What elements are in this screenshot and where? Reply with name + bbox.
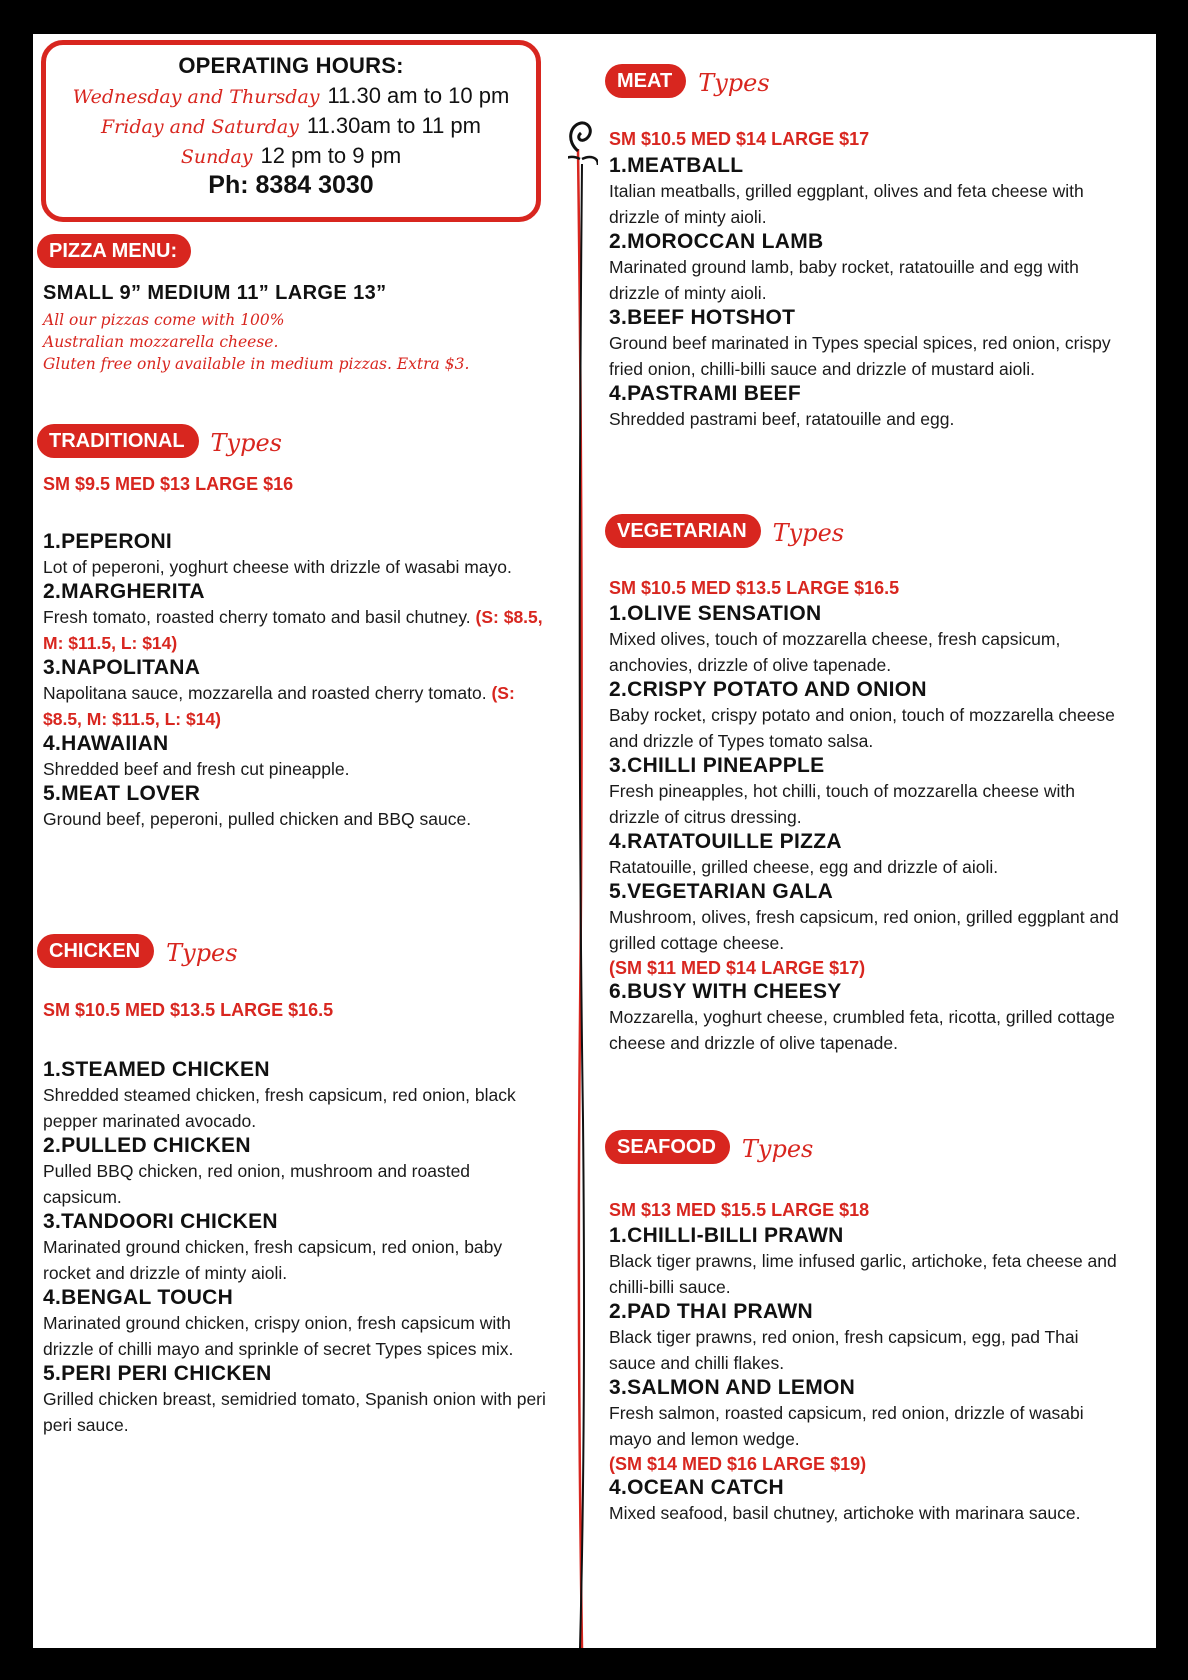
item-alt-price: (S: $8.5, M: $11.5, L: $14) bbox=[43, 683, 515, 729]
item-desc-text: Napolitana sauce, mozzarella and roasted cherry tomato. bbox=[43, 683, 492, 703]
menu-item bbox=[43, 1210, 548, 1286]
item-title: 4.RATATOUILLE PIZZA bbox=[609, 830, 842, 853]
item-desc: Mixed seafood, basil chutney, artichoke with marinara sauce. bbox=[609, 1503, 1081, 1523]
item-title: 3.SALMON AND LEMON bbox=[609, 1376, 856, 1399]
pizza-note: All our pizzas come with 100% bbox=[43, 311, 285, 329]
item-desc: Fresh pineapples, hot chilli, touch of mozzarella cheese with drizzle of citrus dressing. bbox=[609, 781, 1075, 827]
pizza-info bbox=[43, 282, 563, 375]
traditional-price: SM $9.5 MED $13 LARGE $16 bbox=[43, 474, 294, 494]
menu-item bbox=[609, 154, 1124, 230]
menu-item bbox=[43, 1058, 548, 1134]
menu-item bbox=[609, 230, 1124, 306]
vegetarian-price: SM $10.5 MED $13.5 LARGE $16.5 bbox=[609, 578, 900, 598]
menu-item bbox=[609, 382, 1124, 432]
traditional-items bbox=[43, 530, 543, 832]
chicken-header bbox=[37, 934, 238, 968]
item-desc: Baby rocket, crispy potato and onion, touch of mozzarella cheese and drizzle of Types tomato salsa. bbox=[609, 705, 1115, 751]
item-title: 3.NAPOLITANA bbox=[43, 656, 201, 679]
seafood-items bbox=[609, 1224, 1129, 1526]
pizza-menu-label: PIZZA MENU: bbox=[37, 234, 191, 268]
meat-header bbox=[605, 64, 770, 98]
item-alt-price: (SM $11 MED $14 LARGE $17) bbox=[609, 958, 866, 978]
item-desc: Italian meatballs, grilled eggplant, olives and feta cheese with drizzle of minty aioli. bbox=[609, 181, 1084, 227]
vegetarian-header bbox=[605, 514, 844, 548]
seafood-header bbox=[605, 1130, 813, 1164]
menu-item bbox=[43, 1134, 548, 1210]
traditional-header bbox=[37, 424, 282, 458]
item-desc: Marinated ground lamb, baby rocket, ratatouille and egg with drizzle of minty aioli. bbox=[609, 257, 1079, 303]
pizza-menu-header bbox=[37, 234, 191, 268]
item-desc: Lot of peperoni, yoghurt cheese with drizzle of wasabi mayo. bbox=[43, 557, 512, 577]
menu-item bbox=[43, 530, 543, 580]
item-title: 1.STEAMED CHICKEN bbox=[43, 1058, 270, 1081]
item-desc: Marinated ground chicken, fresh capsicum, red onion, baby rocket and drizzle of minty aioli. bbox=[43, 1237, 503, 1283]
hours-row bbox=[46, 113, 536, 139]
item-desc: Mixed olives, touch of mozzarella cheese, fresh capsicum, anchovies, drizzle of olive tapenade. bbox=[609, 629, 1061, 675]
menu-item bbox=[43, 732, 543, 782]
menu-item bbox=[609, 1224, 1129, 1300]
menu-item bbox=[609, 880, 1129, 980]
menu-item bbox=[43, 782, 543, 832]
item-desc: Marinated ground chicken, crispy onion, fresh capsicum with drizzle of chilli mayo and sprinkle of secret Types spices mix. bbox=[43, 1313, 514, 1359]
menu-item bbox=[43, 1286, 548, 1362]
chicken-price: SM $10.5 MED $13.5 LARGE $16.5 bbox=[43, 1000, 334, 1020]
item-title: 5.VEGETARIAN GALA bbox=[609, 880, 834, 903]
item-title: 2.PULLED CHICKEN bbox=[43, 1134, 251, 1157]
item-alt-price: (SM $14 MED $16 LARGE $19) bbox=[609, 1454, 867, 1474]
decorative-divider bbox=[568, 119, 598, 1648]
item-title: 1.PEPERONI bbox=[43, 530, 173, 553]
menu-item bbox=[43, 656, 543, 732]
item-title: 6.BUSY WITH CHEESY bbox=[609, 980, 842, 1003]
menu-item bbox=[609, 754, 1129, 830]
meat-label: MEAT bbox=[605, 64, 686, 98]
item-title: 4.OCEAN CATCH bbox=[609, 1476, 785, 1499]
pizza-sizes: SMALL 9” MEDIUM 11” LARGE 13” bbox=[43, 282, 387, 304]
types-logo: Types bbox=[210, 428, 282, 457]
types-logo: Types bbox=[698, 68, 770, 97]
types-logo: Types bbox=[166, 938, 238, 967]
item-title: 2.MARGHERITA bbox=[43, 580, 205, 603]
item-title: 2.MOROCCAN LAMB bbox=[609, 230, 824, 253]
item-desc: Shredded pastrami beef, ratatouille and egg. bbox=[609, 409, 955, 429]
seafood-price: SM $13 MED $15.5 LARGE $18 bbox=[609, 1200, 870, 1220]
item-desc: Black tiger prawns, red onion, fresh capsicum, egg, pad Thai sauce and chilli flakes. bbox=[609, 1327, 1079, 1373]
item-title: 1.MEATBALL bbox=[609, 154, 744, 177]
item-title: 5.PERI PERI CHICKEN bbox=[43, 1362, 272, 1385]
hours-row bbox=[46, 143, 536, 169]
menu-item bbox=[609, 602, 1129, 678]
menu-item bbox=[609, 306, 1124, 382]
pizza-note: Australian mozzarella cheese. bbox=[43, 333, 279, 351]
menu-page bbox=[33, 34, 1156, 1648]
phone-number: Ph: 8384 3030 bbox=[208, 171, 374, 199]
item-desc: Ground beef, peperoni, pulled chicken and BBQ sauce. bbox=[43, 809, 472, 829]
item-desc: Fresh salmon, roasted capsicum, red onion, drizzle of wasabi mayo and lemon wedge. bbox=[609, 1403, 1084, 1449]
chicken-label: CHICKEN bbox=[37, 934, 154, 968]
types-logo: Types bbox=[741, 1134, 814, 1163]
item-title: 3.TANDOORI CHICKEN bbox=[43, 1210, 278, 1233]
menu-item bbox=[43, 580, 543, 656]
item-title: 4.BENGAL TOUCH bbox=[43, 1286, 234, 1309]
pizza-note: Gluten free only available in medium pizzas. Extra $3. bbox=[43, 355, 470, 373]
hours-title: OPERATING HOURS: bbox=[178, 53, 404, 78]
operating-hours-box bbox=[41, 40, 541, 222]
item-title: 1.OLIVE SENSATION bbox=[609, 602, 822, 625]
menu-item bbox=[609, 1300, 1129, 1376]
item-desc: Ratatouille, grilled cheese, egg and drizzle of aioli. bbox=[609, 857, 999, 877]
hours-time: 11.30am to 11 pm bbox=[306, 113, 481, 138]
item-title: 3.BEEF HOTSHOT bbox=[609, 306, 796, 329]
item-title: 1.CHILLI-BILLI PRAWN bbox=[609, 1224, 844, 1247]
meat-price: SM $10.5 MED $14 LARGE $17 bbox=[609, 129, 870, 149]
seafood-label: SEAFOOD bbox=[605, 1130, 730, 1164]
hours-days: Sunday bbox=[180, 146, 253, 168]
types-logo: Types bbox=[772, 518, 845, 547]
item-desc: Pulled BBQ chicken, red onion, mushroom and roasted capsicum. bbox=[43, 1161, 471, 1207]
item-desc bbox=[43, 604, 543, 656]
item-desc: Grilled chicken breast, semidried tomato, Spanish onion with peri peri sauce. bbox=[43, 1389, 546, 1435]
item-title: 4.HAWAIIAN bbox=[43, 732, 169, 755]
item-title: 2.PAD THAI PRAWN bbox=[609, 1300, 813, 1323]
item-desc: Ground beef marinated in Types special spices, red onion, crispy fried onion, chilli-billi sauce and drizzle of mustard aioli. bbox=[609, 333, 1111, 379]
item-desc: Mushroom, olives, fresh capsicum, red onion, grilled eggplant and grilled cottage cheese. bbox=[609, 907, 1119, 953]
item-title: 2.CRISPY POTATO AND ONION bbox=[609, 678, 927, 701]
item-desc: Shredded steamed chicken, fresh capsicum, red onion, black pepper marinated avocado. bbox=[43, 1085, 516, 1131]
menu-item bbox=[609, 980, 1129, 1056]
hours-row bbox=[46, 83, 536, 109]
item-alt-price: (S: $8.5, M: $11.5, L: $14) bbox=[43, 607, 543, 653]
meat-items bbox=[609, 154, 1124, 432]
item-desc bbox=[43, 680, 543, 732]
item-desc: Mozzarella, yoghurt cheese, crumbled feta, ricotta, grilled cottage cheese and drizzle of olive tapenade. bbox=[609, 1007, 1115, 1053]
item-desc: Shredded beef and fresh cut pineapple. bbox=[43, 759, 350, 779]
menu-item bbox=[609, 678, 1129, 754]
menu-item bbox=[43, 1362, 548, 1438]
item-title: 3.CHILLI PINEAPPLE bbox=[609, 754, 825, 777]
hours-time: 11.30 am to 10 pm bbox=[327, 83, 510, 108]
vegetarian-items bbox=[609, 602, 1129, 1056]
item-title: 4.PASTRAMI BEEF bbox=[609, 382, 801, 405]
item-desc-text: Fresh tomato, roasted cherry tomato and basil chutney. bbox=[43, 607, 476, 627]
menu-item bbox=[609, 830, 1129, 880]
menu-item bbox=[609, 1376, 1129, 1476]
item-desc: Black tiger prawns, lime infused garlic, artichoke, feta cheese and chilli-billi sauce. bbox=[609, 1251, 1117, 1297]
chicken-items bbox=[43, 1058, 548, 1438]
hours-days: Friday and Saturday bbox=[101, 116, 299, 138]
hours-time: 12 pm to 9 pm bbox=[260, 143, 402, 168]
menu-item bbox=[609, 1476, 1129, 1526]
traditional-label: TRADITIONAL bbox=[37, 424, 199, 458]
item-title: 5.MEAT LOVER bbox=[43, 782, 201, 805]
vegetarian-label: VEGETARIAN bbox=[605, 514, 761, 548]
hours-days: Wednesday and Thursday bbox=[72, 86, 320, 108]
